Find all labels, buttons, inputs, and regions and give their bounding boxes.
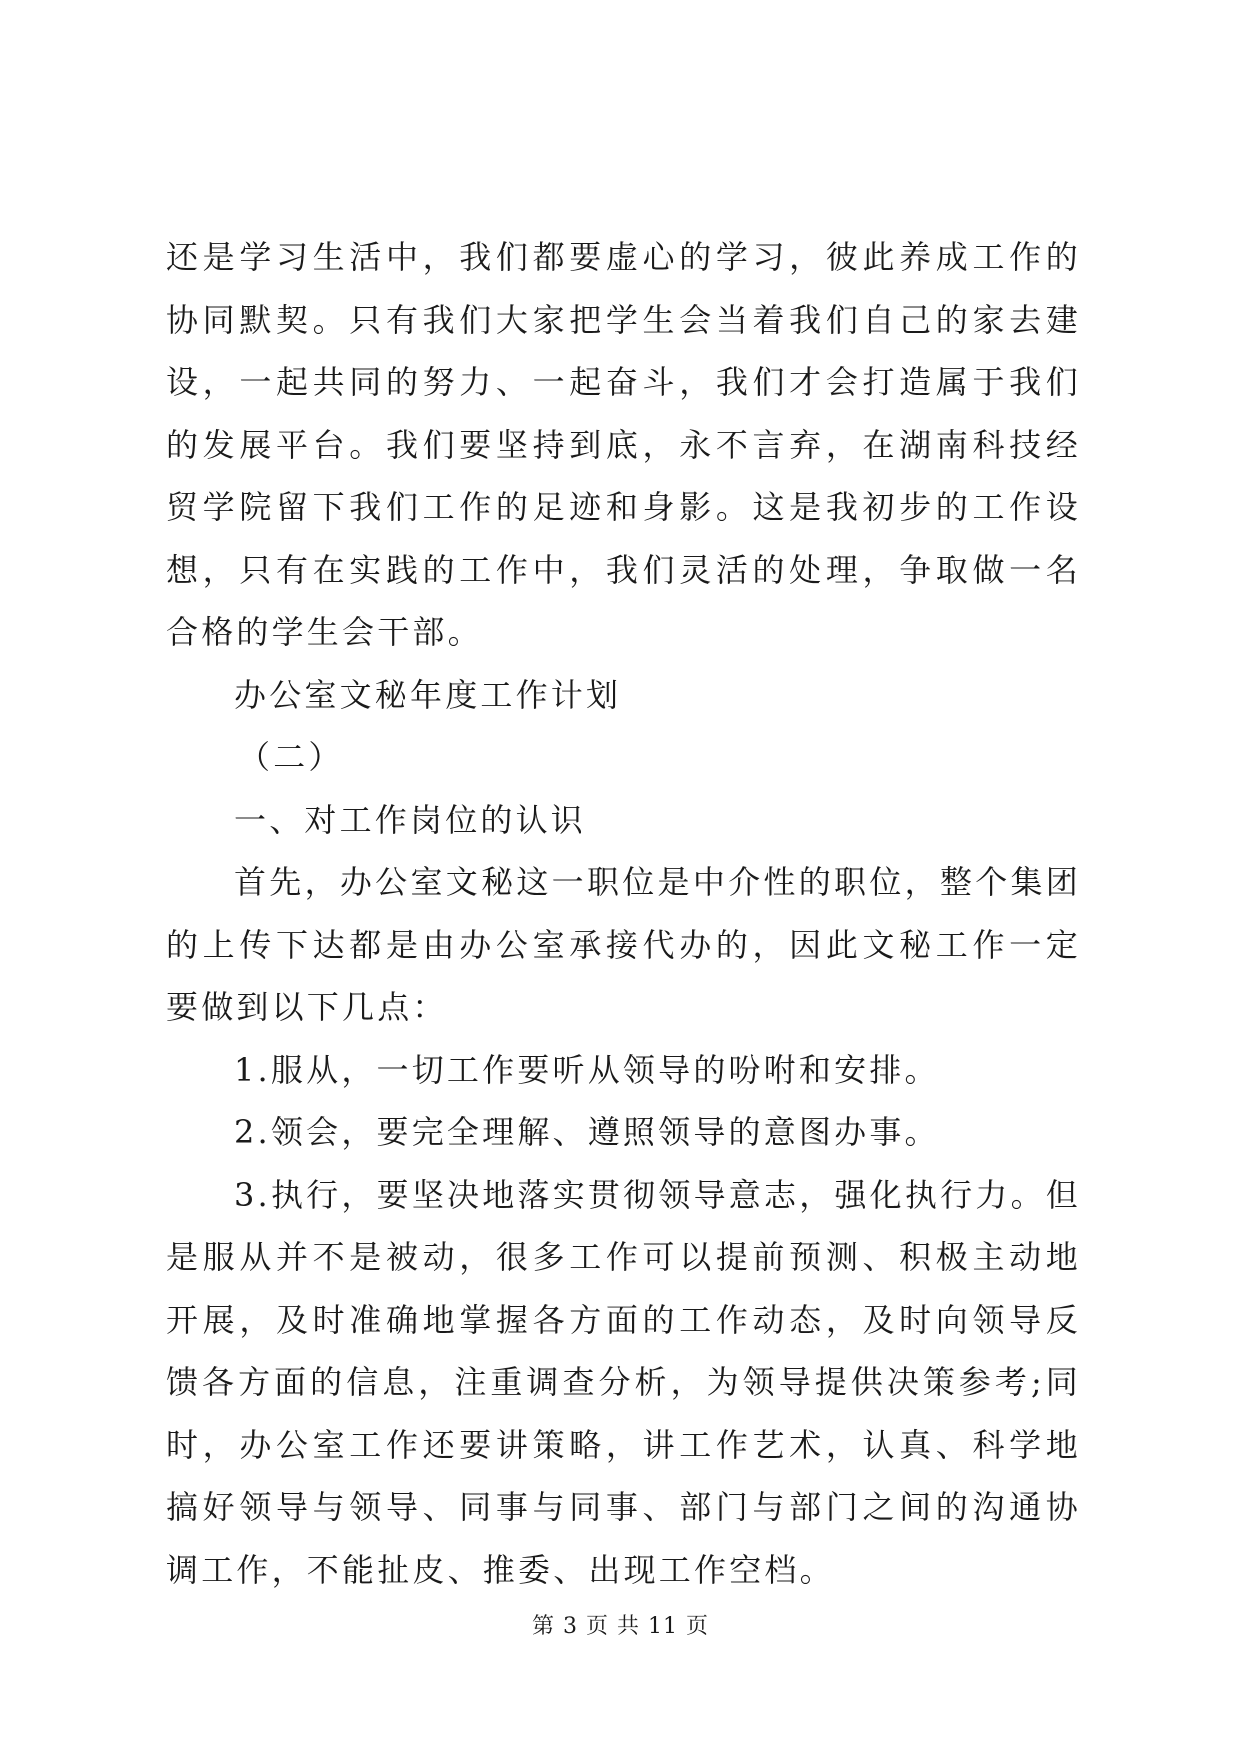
section-number: （二） <box>238 738 344 776</box>
section-title: 办公室文秘年度工作计划 <box>234 675 622 714</box>
heading-job-understanding: 一、对工作岗位的认识 <box>234 800 587 839</box>
page-footer: 第 3 页 共 11 页 <box>532 1614 709 1639</box>
paragraph-intro: 首先，办公室文秘这一职位是中介性的职位，整个集团的上传下达都是由办公室承接代办的，因此文秘工作一定要做到以下几点： <box>166 863 1081 1026</box>
list-item-1: 1.服从，一切工作要听从领导的吩咐和安排。 <box>234 1050 940 1089</box>
paragraph-continuation: 还是学习生活中，我们都要虚心的学习，彼此养成工作的协同默契。只有我们大家把学生会当着我们自己的家去建设，一起共同的努力、一起奋斗，我们才会打造属于我们的发展平台。我们要坚持到底，永不言弃，在湖南科技经贸学院留下我们工作的足迹和身影。这是我初步的工作设想，只有在实践的工作中，我们灵活的处理，争取做一名合格的学生会干部。 <box>166 238 1081 651</box>
list-item-3: 3.执行，要坚决地落实贯彻领导意志，强化执行力。但是服从并不是被动，很多工作可以提前预测、积极主动地开展，及时准确地掌握各方面的工作动态，及时向领导反馈各方面的信息，注重调查分析，为领导提供决策参考;同时，办公室工作还要讲策略，讲工作艺术，认真、科学地搞好领导与领导、同事与同事、部门与部门之间的沟通协调工作，不能扯皮、推委、出现工作空档。 <box>166 1175 1081 1589</box>
list-item-2: 2.领会，要完全理解、遵照领导的意图办事。 <box>234 1113 940 1151</box>
document-body <box>166 226 1081 1601</box>
